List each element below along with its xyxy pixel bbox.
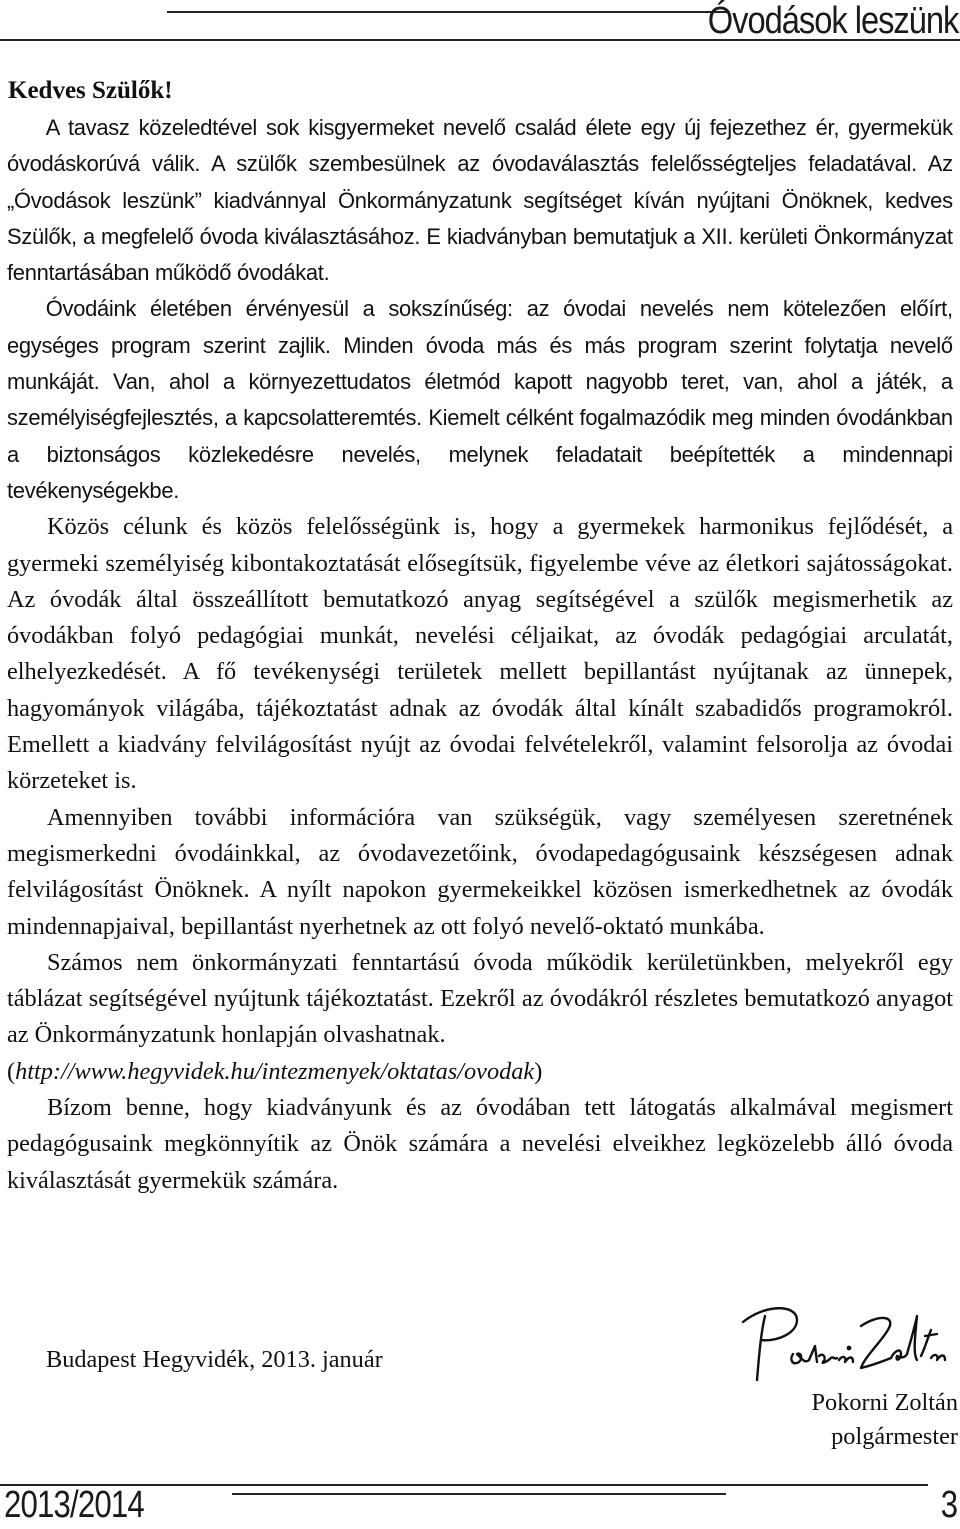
paragraph-diversity: Óvodáink életében érvényesül a sokszínűség: az óvodai nevelés nem kötelezően előírt, egységes program szerint zajlik. Minden óvoda más és más program szerint folytatja nevelő munkáját. Van, ahol a környezettudatos életmód kapott nagyobb teret, van, ahol a játék, a személyiségfejlesztés, a kapcsolatteremtés. Kiemelt célként fogalmazódik meg minden óvodánkban a biztonságos közlekedésre nevelés, melynek feladatait beépítették a mindennapi tevékenységekbe. xyxy=(7,296,953,503)
website-link[interactable]: http://www.hegyvidek.hu/intezmenyek/oktatas/ovodak xyxy=(15,1057,535,1085)
paragraph-other-kindergartens xyxy=(7,945,953,1054)
signer-title: polgármester xyxy=(831,1423,958,1450)
running-header-title: Óvodások leszünk xyxy=(707,0,958,42)
paragraph-closing: Bízom benne, hogy kiadványunk és az óvodában tett látogatás alkalmával megismert pedagógusaink megkönnyítik az Önök számára a nevelési elveikhez legközelebb álló óvoda kiválasztását gyermekük számára. xyxy=(7,1094,953,1194)
page-number: 3 xyxy=(940,1484,958,1526)
paragraph-goals: Közös célunk és közös felelősségünk is, hogy a gyermekek harmonikus fejlődését, a gyermeki személyiség kibontakoztatását elősegítsük, figyelembe véve az életkori sajátosságokat. Az óvodák által összeállított bemutatkozó anyag segítségével a szülők megismerhetik az óvodákban folyó pedagógiai munkát, nevelési céljaikat, az óvodák pedagógiai arculatát, elhelyezkedését. A fő tevékenységi területek mellett bepillantást nyújtanak az ünnepek, hagyományok világába, tájékoztatást adnak az óvodák által kínált szabadidős programokról. Emellett a kiadvány felvilágosítást nyújt az óvodai felvételekről, valamint felsorolja az óvodai körzeteket is. xyxy=(7,513,953,795)
url-close-paren: ) xyxy=(534,1057,543,1085)
footer-year: 2013/2014 xyxy=(4,1484,144,1526)
paragraph-intro: A tavasz közeledtével sok kisgyermeket nevelő család élete egy új fejezethez ér, gyermekük óvodáskorúvá válik. A szülők szembesülnek az óvodaválasztás felelősségteljes feladatával. Az „Óvodások leszünk” kiadvánnyal Önkormányzatunk segítséget kíván nyújtani Önöknek, kedves Szülők, a megfelelő óvoda kiválasztásához. E kiadványban bemutatjuk a XII. kerületi Önkormányzat fenntartásában működő óvodákat. xyxy=(7,115,953,286)
handwritten-signature xyxy=(735,1296,950,1388)
paragraph-information: Amennyiben további információra van szükségük, vagy személyesen szeretnének megismerkedni óvodáinkkal, az óvodavezetőink, óvodapedagógusaink készségesen adnak felvilágosítást Önöknek. A nyílt napokon gyermekeikkel közösen ismerkedhetnek az óvodák mindennapjaival, bepillantást nyerhetnek az ott folyó nevelő-oktató munkába. xyxy=(7,803,953,940)
place-date: Budapest Hegyvidék, 2013. január xyxy=(46,1346,383,1373)
paragraph-other-kindergartens-text: Számos nem önkormányzati fenntartású óvoda működik kerületünkben, melyekről egy táblázat segítségével nyújtunk tájékoztatást. Ezekről az óvodákról részletes bemutatkozó anyagot az Önkormányzatunk honlapján olvashatnak. xyxy=(7,948,953,1049)
letter-body xyxy=(7,110,953,1199)
letter-greeting: Kedves Szülők! xyxy=(8,77,173,104)
url-open-paren: ( xyxy=(7,1057,16,1085)
url-line xyxy=(7,1054,953,1090)
signer-block xyxy=(812,1386,958,1454)
signer-name: Pokorni Zoltán xyxy=(811,1389,958,1416)
